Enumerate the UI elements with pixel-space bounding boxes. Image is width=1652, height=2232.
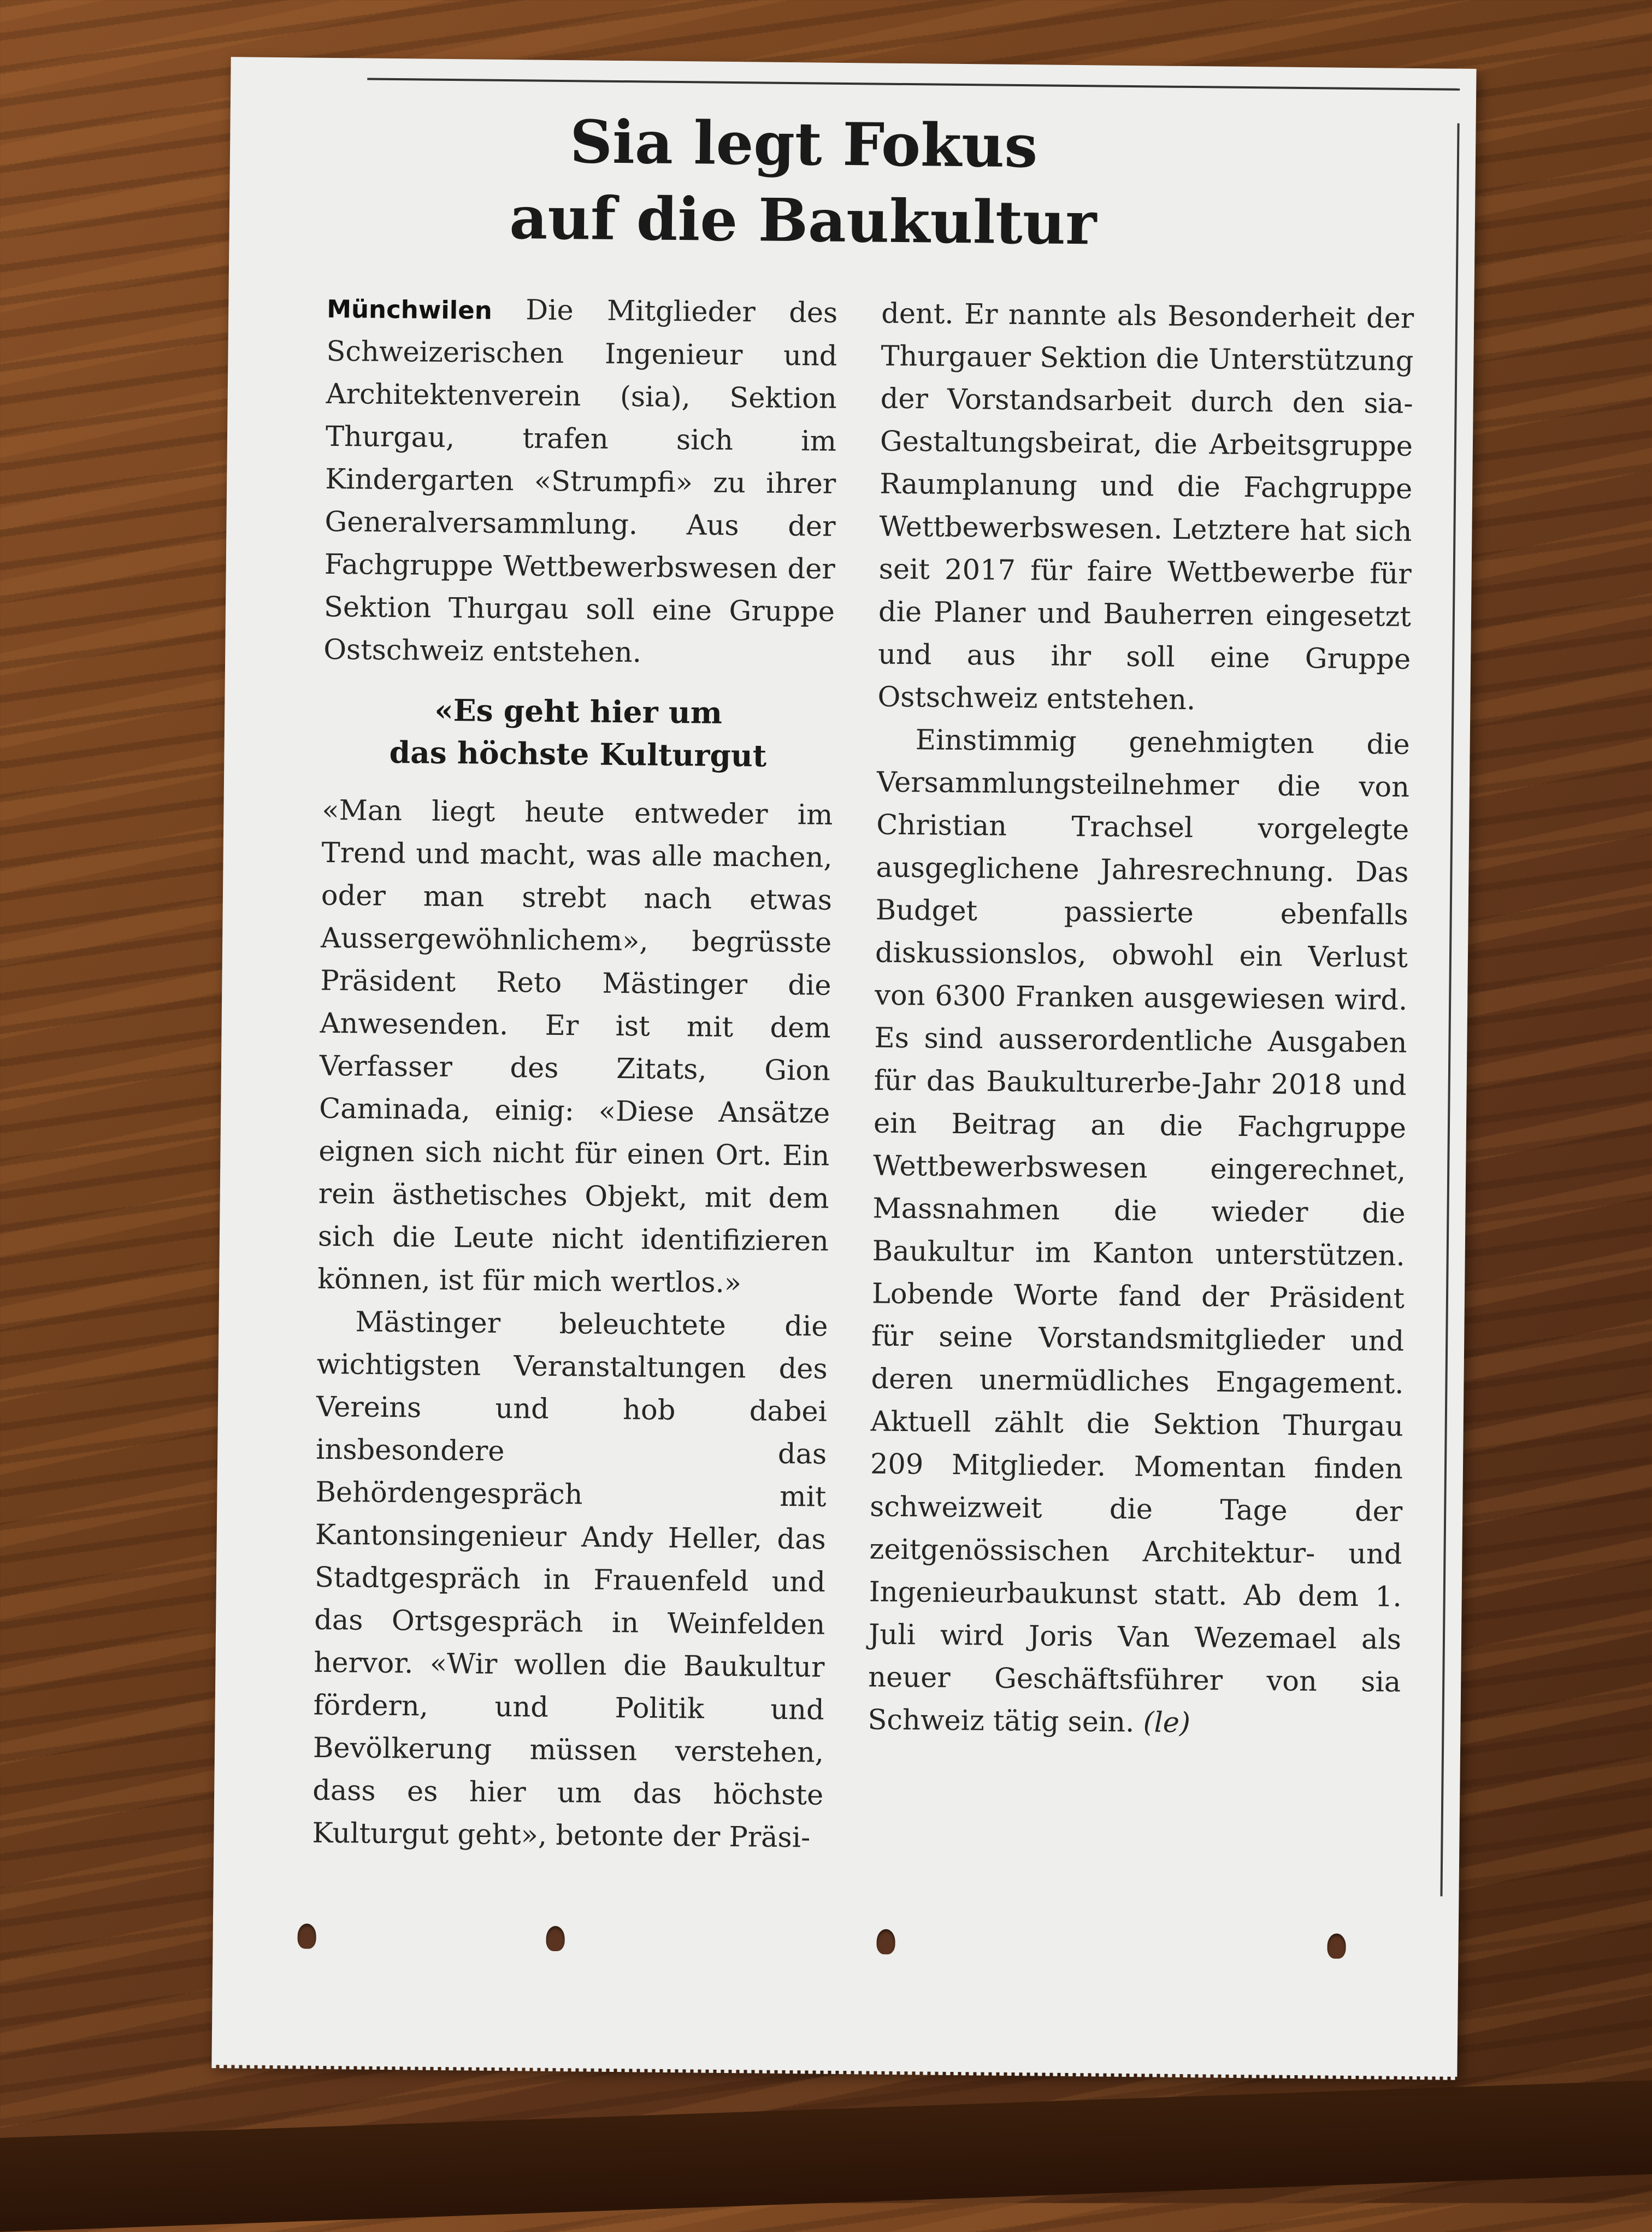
- headline-line-1: Sia legt Fokus: [569, 108, 1038, 181]
- torn-bottom-edge: [211, 2062, 1457, 2080]
- punch-hole: [876, 1929, 895, 1954]
- lead-paragraph: [323, 287, 838, 676]
- binder-holes: [213, 1923, 1459, 1989]
- lead-text: Die Mitglieder des Schweizerischen Ingenieur und Architektenverein (sia), Sektion Thurgau, trafen sich im Kindergarten «Strumpfi» zu ihrer Generalversammlung. Aus der Fachgruppe Wettbewerbswesen der Sektion Thurgau soll eine Gruppe Ostschweiz entstehen.: [323, 294, 838, 669]
- article-column-right: [868, 293, 1414, 1747]
- punch-hole: [546, 1926, 564, 1951]
- punch-hole: [297, 1923, 316, 1948]
- headline-line-2: auf die Baukultur: [509, 184, 1097, 258]
- punch-hole: [1327, 1934, 1346, 1959]
- article-headline: [311, 102, 1296, 264]
- subheading-line-2: das höchste Kulturgut: [389, 734, 767, 774]
- subheading-line-1: «Es geht hier um: [434, 692, 723, 731]
- subheading: [322, 688, 834, 778]
- table-edge: [0, 2080, 1652, 2232]
- newspaper-clipping: [211, 57, 1476, 2077]
- article-column-left: [312, 287, 837, 1860]
- body-paragraph-2: Mästinger beleuchtete die wichtigsten Veranstaltungen des Vereins und hob dabei insbesondere das Behördengespräch mit Kantonsingenieur Andy Heller, das Stadtgespräch in Frauenfeld und das Ortsgespräch in Weinfelden hervor. «Wir wollen die Baukultur fördern, und Politik und Bevölkerung müssen verstehen, dass es hier um das höchste Kulturgut geht», betonte der Präsi-: [312, 1306, 828, 1854]
- dateline: Münchwilen: [327, 294, 493, 325]
- author-byline: (le): [1143, 1706, 1191, 1740]
- column-rule: [1440, 123, 1459, 1897]
- body-paragraph-3: [868, 719, 1410, 1747]
- body-paragraph-1: «Man liegt heute entweder im Trend und macht, was alle machen, oder man strebt nach etwas Aussergewöhnlichem», begrüsste Präsident Reto Mästinger die Anwesenden. Er ist mit dem Verfasser des Zitats, Gion Caminada, einig: «Diese Ansätze eignen sich nicht für einen Ort. Ein rein ästhetisches Objekt, mit dem sich die Leute nicht identifizieren können, ist für mich wertlos.»: [317, 794, 833, 1300]
- body-paragraph-3-text: Einstimmig genehmigten die Versammlungsteilnehmer die von Christian Trachsel vorgelegte ausgeglichene Jahresrechnung. Das Budget passierte ebenfalls diskussionslos, obwohl ein Verlust von 6300 Franken ausgewiesen wird. Es sind ausserordentliche Ausgaben für das Baukulturerbe-Jahr 2018 und ein Beitrag an die Fachgruppe Wettbewerbswesen eingerechnet, Massnahmen die wieder die Baukultur im Kanton unterstützen. Lobende Worte fand der Präsident für seine Vorstandsmitglieder und deren unermüdliches Engagement. Aktuell zählt die Sektion Thurgau 209 Mitglieder. Momentan finden schweizweit die Tage der zeitgenössischen Architektur- und Ingenieurbaukunst statt. Ab dem 1. Juli wird Joris Van Wezemael als neuer Geschäftsführer von sia Schweiz tätig sein.: [868, 724, 1410, 1739]
- top-rule: [367, 78, 1460, 91]
- body-paragraph-2-continued: dent. Er nannte als Besonderheit der Thurgauer Sektion die Unterstützung der Vorstandsarbeit durch den sia-Gestaltungsbeirat, die Arbeitsgruppe Raumplanung und die Fachgruppe Wettbewerbswesen. Letztere hat sich seit 2017 für faire Wettbewerbe für die Planer und Bauherren eingesetzt und aus ihr soll eine Gruppe Ostschweiz entstehen.: [877, 297, 1414, 717]
